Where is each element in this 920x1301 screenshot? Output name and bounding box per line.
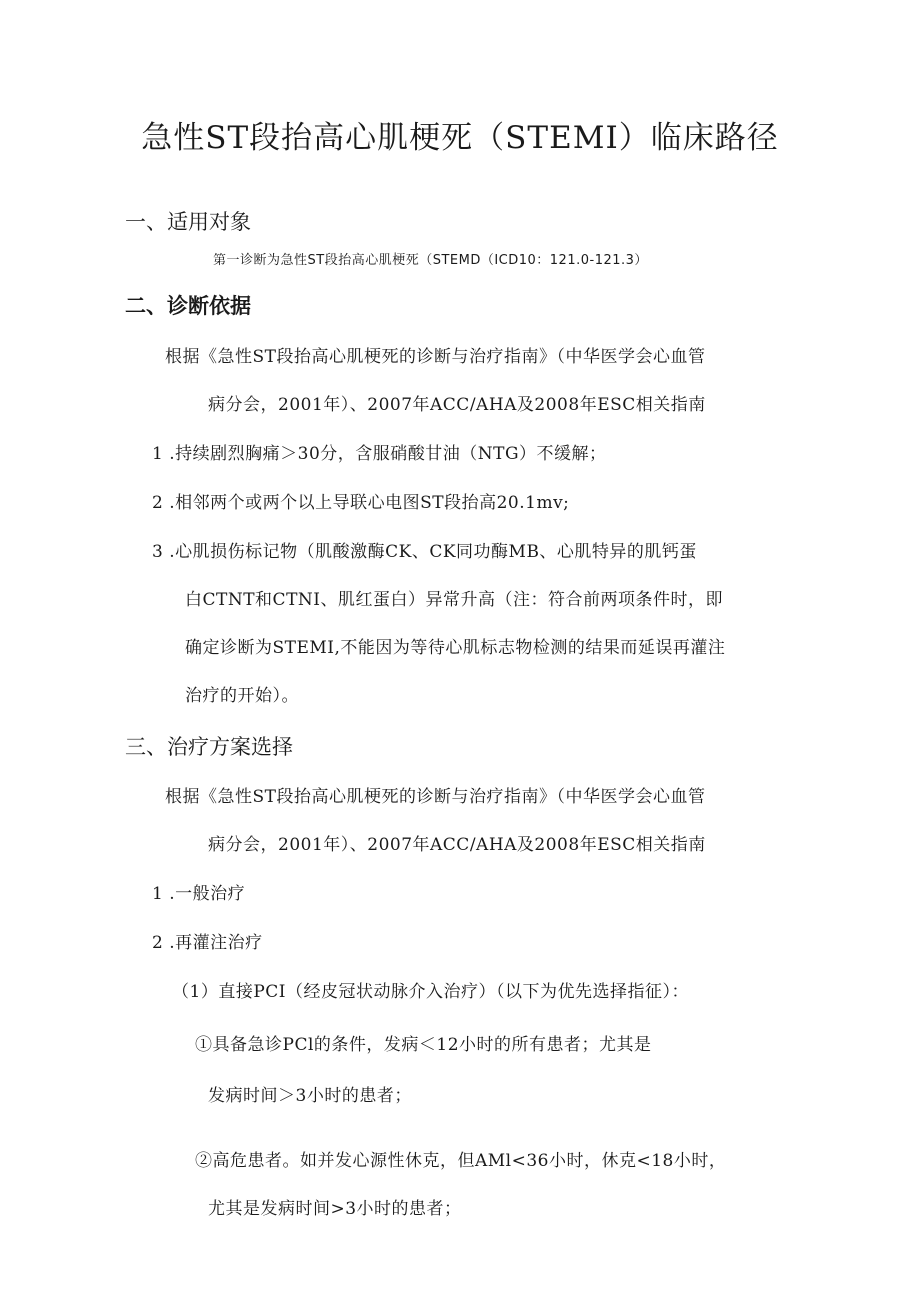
diagnosis-criterion-3-line-4: 治疗的开始）。 bbox=[185, 686, 299, 706]
diagnosis-basis-line-2: 病分会，2001年）、2007年ACC/AHA及2008年ESC相关指南 bbox=[208, 395, 706, 415]
diagnosis-criterion-3-line-3: 确定诊断为STEMI,不能因为等待心肌标志物检测的结果而延误再灌注 bbox=[185, 638, 726, 658]
treatment-basis-line-1: 根据《急性ST段抬高心肌梗死的诊断与治疗指南》（中华医学会心血管 bbox=[165, 787, 706, 807]
document-title: 急性ST段抬高心肌梗死（STEMI）临床路径 bbox=[141, 120, 779, 156]
treatment-item-general: 1 .一般治疗 bbox=[152, 884, 246, 904]
diagnosis-criterion-3-line-1: 3 .心肌损伤标记物（肌酸激酶CK、CK同功酶MB、心肌特异的肌钙蛋 bbox=[152, 542, 697, 562]
section-heading-treatment: 三、治疗方案选择 bbox=[125, 735, 293, 759]
treatment-basis-line-2: 病分会，2001年）、2007年ACC/AHA及2008年ESC相关指南 bbox=[208, 835, 706, 855]
diagnosis-criterion-1: 1 .持续剧烈胸痛＞30分，含服硝酸甘油（NTG）不缓解； bbox=[152, 444, 607, 464]
treatment-item-reperfusion: 2 .再灌注治疗 bbox=[152, 933, 263, 953]
section-heading-diagnosis: 二、诊断依据 bbox=[125, 294, 251, 318]
treatment-pci-heading: （1）直接PCI（经皮冠状动脉介入治疗）（以下为优先选择指征）： bbox=[172, 982, 689, 1002]
diagnosis-basis-line-1: 根据《急性ST段抬高心肌梗死的诊断与治疗指南》（中华医学会心血管 bbox=[165, 347, 706, 367]
diagnosis-criterion-3-line-2: 白CTNT和CTNI、肌红蛋白）异常升高（注：符合前两项条件时，即 bbox=[185, 590, 723, 610]
pci-indication-2-line-1: ②高危患者。如并发心源性休克，但AMl<36小时，休克<18小时， bbox=[195, 1151, 727, 1171]
section-heading-scope: 一、适用对象 bbox=[125, 210, 251, 234]
pci-indication-2-line-2: 尤其是发病时间>3小时的患者； bbox=[208, 1199, 462, 1219]
pci-indication-1-line-2: 发病时间＞3小时的患者； bbox=[208, 1086, 412, 1106]
pci-indication-1-line-1: ①具备急诊PCl的条件，发病＜12小时的所有患者；尤其是 bbox=[195, 1035, 652, 1055]
scope-text: 第一诊断为急性ST段抬高心肌梗死（STEMD（ICD10：121.0-121.3） bbox=[213, 253, 648, 268]
diagnosis-criterion-2: 2 .相邻两个或两个以上导联心电图ST段抬高20.1mv; bbox=[152, 493, 570, 513]
